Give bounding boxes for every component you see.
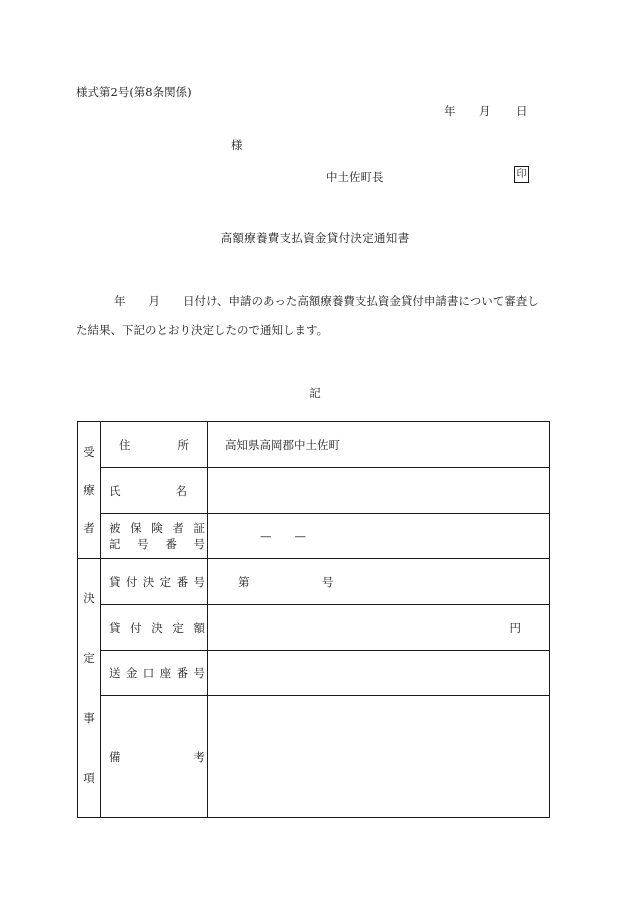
- loan-amount-value[interactable]: [208, 605, 550, 651]
- group-label-decision: 決 定 事 項: [78, 559, 101, 818]
- insurance-card-value[interactable]: — —: [208, 514, 550, 559]
- addressee-suffix: 様: [231, 138, 243, 152]
- ki-heading: 記: [309, 386, 321, 400]
- remarks-label: 備 考: [101, 696, 208, 818]
- issuer-name: 中土佐町長: [326, 170, 384, 184]
- date-month: 月: [479, 104, 491, 118]
- yen-unit: 円: [509, 620, 521, 635]
- body-text-line-2: た結果、下記のとおり決定したので通知します。: [76, 323, 329, 337]
- account-number-label: 送 金 口 座 番 号: [101, 651, 208, 696]
- group-label-recipient: 受 療 者: [78, 422, 101, 559]
- document-title: 高額療養費支払資金貸付決定通知書: [220, 231, 410, 245]
- decision-table: [77, 421, 550, 818]
- account-number-value[interactable]: [208, 651, 550, 696]
- remarks-value[interactable]: [208, 696, 550, 818]
- loan-number-label: 貸 付 決 定 番 号: [101, 559, 208, 605]
- table-row-loan-number: [78, 559, 550, 605]
- table-row-address: [78, 422, 550, 468]
- body-text-line-1: 年 月 日付け、申請のあった高額療養費支払資金貸付申請書について審査し: [114, 294, 539, 308]
- date-year: 年: [444, 104, 456, 118]
- table-row-insurance: [78, 514, 550, 559]
- table-row-account: [78, 651, 550, 696]
- seal-mark: 印: [514, 166, 529, 183]
- table-row-name: [78, 468, 550, 514]
- table-row-remarks: [78, 696, 550, 818]
- loan-number-value[interactable]: 第 号: [208, 559, 550, 605]
- date-day: 日: [516, 104, 528, 118]
- insurance-card-label: 被 保 険 者 証 記 号 番 号: [101, 514, 208, 559]
- issue-date: [444, 103, 528, 119]
- name-label: 氏 名: [101, 468, 208, 514]
- address-value: 高知県高岡郡中土佐町: [208, 422, 550, 468]
- address-label: 住 所: [101, 422, 208, 468]
- loan-amount-label: 貸 付 決 定 額: [101, 605, 208, 651]
- table-row-loan-amount: [78, 605, 550, 651]
- form-number: 様式第2号(第8条関係): [76, 85, 192, 99]
- name-value[interactable]: [208, 468, 550, 514]
